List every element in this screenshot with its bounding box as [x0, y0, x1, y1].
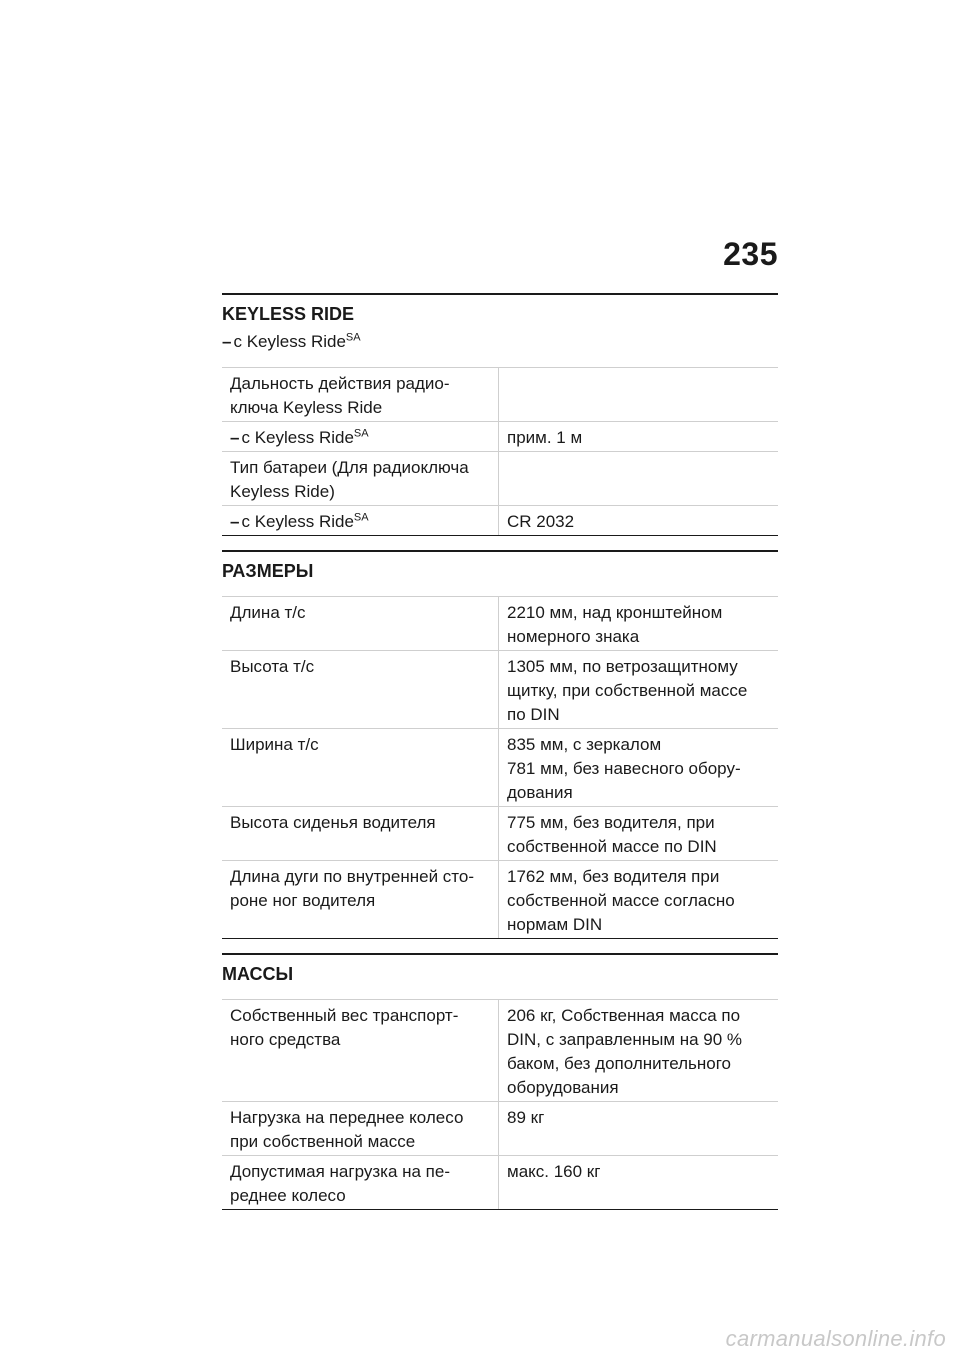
- row-label: Дальность действия радио-ключа Keyless Ride: [222, 368, 499, 422]
- row-value: 89 кг: [499, 1102, 779, 1156]
- table-row: [222, 422, 778, 452]
- table-row: [222, 597, 778, 651]
- row-value: CR 2032: [499, 506, 779, 536]
- row-value: 775 мм, без водителя, при собственной массе по DIN: [499, 807, 779, 861]
- row-label: Тип батареи (Для радиоключа Keyless Ride): [222, 452, 499, 506]
- keyless-table: [222, 367, 778, 536]
- row-value: прим. 1 м: [499, 422, 779, 452]
- table-row: [222, 861, 778, 939]
- table-row: [222, 651, 778, 729]
- value-line: 835 мм, с зеркалом: [507, 735, 662, 754]
- row-value: макс. 160 кг: [499, 1156, 779, 1210]
- row-value: 2210 мм, над кронштейном номерного знака: [499, 597, 779, 651]
- row-label: – с Keyless Ride$^{SA}$: [222, 506, 499, 536]
- dash-marker: –: [230, 428, 240, 447]
- dimensions-table: [222, 596, 778, 939]
- row-value: 1305 мм, по ветрозащитному щитку, при собственной массе по DIN: [499, 651, 779, 729]
- section-dimensions: [222, 550, 778, 939]
- page-content: [222, 293, 778, 1210]
- section-title-masses: МАССЫ: [222, 964, 294, 984]
- row-value: 206 кг, Собственная масса по DIN, с заправленным на 90 % баком, без дополнительного оборудования: [499, 1000, 779, 1102]
- table-row: [222, 1156, 778, 1210]
- row-label: Длина дуги по внутренней сто-роне ног водителя: [222, 861, 499, 939]
- row-label: Длина т/с: [222, 597, 499, 651]
- dash-marker: –: [222, 332, 232, 351]
- masses-table: [222, 999, 778, 1210]
- section-keyless-ride: [222, 293, 778, 536]
- section-title-keyless: KEYLESS RIDE: [222, 304, 355, 324]
- value-line: 781 мм, без навесного обору-дования: [507, 759, 741, 802]
- section-title-dimensions: РАЗМЕРЫ: [222, 561, 314, 581]
- table-row: [222, 1102, 778, 1156]
- dash-marker: –: [230, 512, 240, 531]
- watermark: carmanualsonline.info: [725, 1326, 946, 1351]
- section-masses: [222, 953, 778, 1210]
- row-value: [499, 452, 779, 506]
- row-label: Высота сиденья водителя: [222, 807, 499, 861]
- row-label: Собственный вес транспорт-ного средства: [222, 1000, 499, 1102]
- table-row: [222, 807, 778, 861]
- row-label: – с Keyless Ride$^{SA}$: [222, 422, 499, 452]
- row-label: Высота т/с: [222, 651, 499, 729]
- page-number: 235: [723, 236, 778, 272]
- row-value: 1762 мм, без водителя при собственной массе согласно нормам DIN: [499, 861, 779, 939]
- table-row: [222, 452, 778, 506]
- table-row: [222, 729, 778, 807]
- row-label: Нагрузка на переднее колесо при собственной массе: [222, 1102, 499, 1156]
- table-row: [222, 1000, 778, 1102]
- row-label: Ширина т/с: [222, 729, 499, 807]
- table-row: [222, 506, 778, 536]
- table-row: [222, 368, 778, 422]
- keyless-intro: – с Keyless Ride$^{SA}$: [222, 331, 361, 351]
- row-value: [499, 729, 779, 807]
- row-value: [499, 368, 779, 422]
- row-label: Допустимая нагрузка на пе-реднее колесо: [222, 1156, 499, 1210]
